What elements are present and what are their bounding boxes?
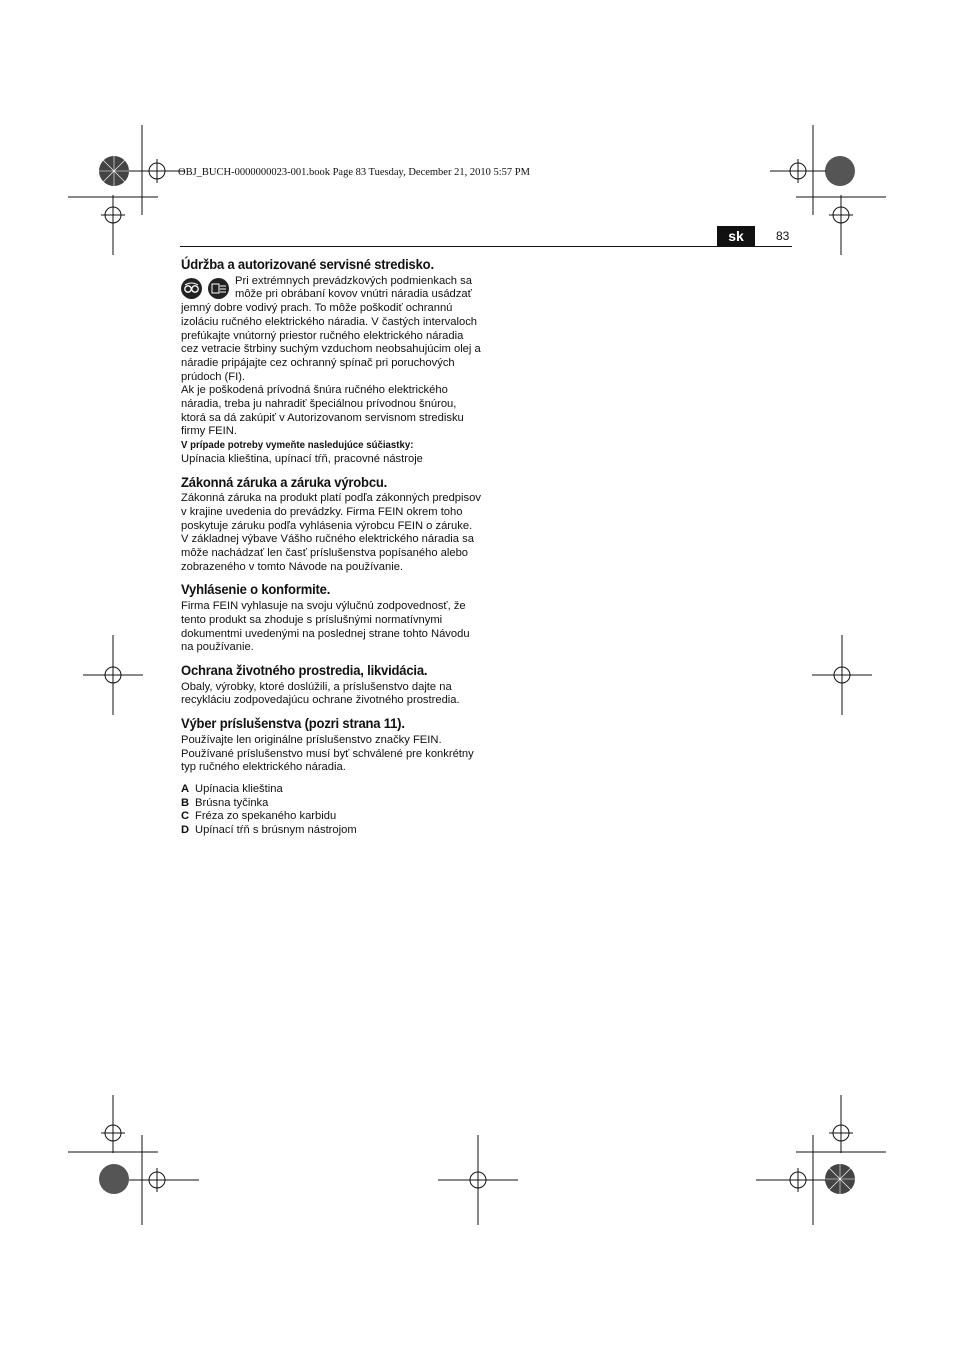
list-item xyxy=(181,810,481,824)
paragraph: Ak je poškodená prívodná šnúra ručného elektrického náradia, treba ju nahradiť špeciálnou prívodnou šnúrou, ktorá sa dá zakúpiť v Autorizovanom servisnom stredisku firmy FEIN. xyxy=(181,384,464,438)
blow-out-vents-icon xyxy=(208,278,229,299)
list-item xyxy=(181,783,481,797)
paragraph: V základnej výbave Vášho ručného elektrického náradia sa môže nachádzať len časť príslušenstva popísaného alebo zobrazeného v tomto Návode na používanie. xyxy=(181,533,474,573)
registration-circle-mark xyxy=(824,155,856,187)
section-conformity xyxy=(181,583,481,655)
list-item-key: B xyxy=(181,796,190,809)
section-maintenance xyxy=(181,258,481,467)
list-item xyxy=(181,797,481,811)
section-accessories xyxy=(181,717,481,838)
safety-goggles-icon xyxy=(181,278,202,299)
section-title: Zákonná záruka a záruka výrobcu. xyxy=(181,473,388,490)
list-item xyxy=(181,824,481,838)
paragraph: Obaly, výrobky, ktoré doslúžili, a príslušenstvo dajte na recykláciu zodpovedajúcu ochrane životného prostredia. xyxy=(181,680,460,707)
warning-icons xyxy=(181,275,235,301)
crosshair-mark xyxy=(83,635,143,715)
paragraph: Zákonná záruka na produkt platí podľa zákonných predpisov v krajine uvedenia do prevádzky. Firma FEIN okrem toho poskytuje záruku podľa vyhlásenia výrobcu FEIN o záruke. xyxy=(181,492,481,532)
crosshair-mark xyxy=(445,150,446,151)
crosshair-mark xyxy=(756,1135,826,1225)
replacement-parts-list: Upínacia klieština, upínací tŕň, pracovné nástroje xyxy=(181,452,423,465)
registration-circle-mark xyxy=(98,1163,130,1195)
section-title: Výber príslušenstva (pozri strana 11). xyxy=(181,715,405,732)
header-rule xyxy=(180,246,792,247)
section-environment xyxy=(181,661,481,708)
list-item-text: Upínacia klieština xyxy=(195,782,283,795)
paragraph: Pri extrémnych prevádzkových podmienkach sa môže pri obrábaní kovov vnútri náradia usádzať jemný dobre vodivý prach. To môže poškodiť ochrannú izoláciu ručného elektrického náradia. V častých intervaloch prefúkajte vnútorný priestor ručného elektrického náradia cez vetracie štrbiny suchým vzduchom neobsahujúcim olej a náradie pripájajte cez ochranný spínač pri poruchových prúdoch (FI). xyxy=(181,274,481,383)
section-title: Ochrana životného prostredia, likvidácia. xyxy=(181,661,428,678)
print-header-line: OBJ_BUCH-0000000023-001.book Page 83 Tuesday, December 21, 2010 5:57 PM xyxy=(178,167,530,178)
replacement-parts-heading: V prípade potreby vymeňte nasledujúce súčiastky: xyxy=(181,439,414,452)
section-title: Vyhlásenie o konformite. xyxy=(181,581,331,598)
list-item-key: C xyxy=(181,810,190,823)
list-item-key: D xyxy=(181,824,190,837)
registration-circle-mark xyxy=(824,1163,856,1195)
language-tab: sk xyxy=(717,226,755,247)
crosshair-mark xyxy=(812,635,872,715)
paragraph: Používajte len originálne príslušenstvo značky FEIN. Používané príslušenstvo musí byť schválené pre konkrétny typ ručného elektrického náradia. xyxy=(181,733,474,774)
crosshair-mark xyxy=(438,1135,518,1225)
section-warranty xyxy=(181,473,481,575)
page-number: 83 xyxy=(776,229,790,243)
list-item-text: Brúsna tyčinka xyxy=(195,796,269,809)
section-title: Údržba a autorizované servisné stredisko. xyxy=(181,256,434,272)
list-item-text: Upínací tŕň s brúsnym nástrojom xyxy=(195,824,357,837)
crosshair-mark xyxy=(796,195,886,255)
list-item-text: Fréza zo spekaného karbidu xyxy=(195,810,337,823)
paragraph: Firma FEIN vyhlasuje na svoju výlučnú zodpovednosť, že tento produkt sa zhoduje s príslušnými normatívnymi dokumentmi uvedenými na poslednej strane tohto Návodu na používanie. xyxy=(181,600,470,654)
content-column xyxy=(181,258,481,847)
list-item-key: A xyxy=(181,782,190,795)
accessory-list xyxy=(181,783,481,838)
crosshair-mark xyxy=(129,1135,199,1225)
crosshair-mark xyxy=(68,195,158,255)
registration-circle-mark xyxy=(98,155,130,187)
